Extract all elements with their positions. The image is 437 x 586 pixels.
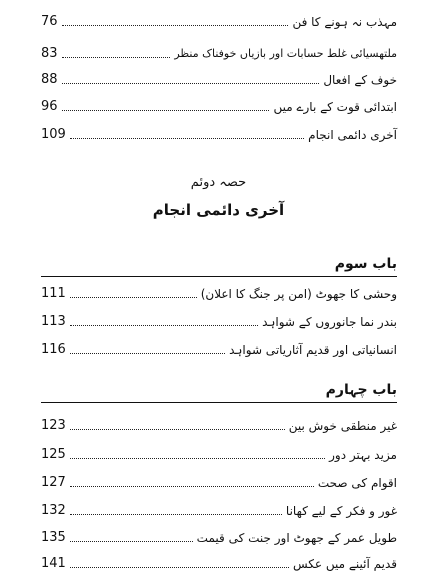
toc-entry[interactable]: [41, 469, 397, 491]
toc-entry[interactable]: [41, 66, 397, 88]
toc-page-number: 88: [41, 72, 58, 87]
chapter-four-rule: [41, 402, 397, 403]
toc-page-number: 83: [41, 46, 58, 61]
toc-dot-leader: [70, 458, 325, 459]
toc-page-number: 76: [41, 14, 58, 29]
chapter-three-heading: باب سوم: [334, 256, 397, 272]
toc-entry-title: غور و فکر کے لیے کھانا: [285, 504, 397, 518]
toc-entry[interactable]: [41, 280, 397, 302]
toc-dot-leader: [70, 541, 193, 542]
toc-entry-title: مہذب نہ ہونے کا فن: [292, 15, 397, 29]
toc-page-number: 135: [41, 530, 66, 545]
toc-entry[interactable]: [41, 121, 397, 143]
toc-dot-leader: [62, 57, 171, 58]
toc-dot-leader: [70, 297, 197, 298]
toc-entry[interactable]: [41, 441, 397, 463]
part-two-title: آخری دائمی انجام: [152, 201, 285, 219]
toc-page-number: 141: [41, 556, 66, 571]
toc-page-number: 116: [41, 342, 66, 357]
toc-entry-title: بندر نما جانوروں کے شواہد: [262, 315, 397, 329]
toc-entry[interactable]: [41, 40, 397, 62]
toc-entry-title: اقوام کی صحت: [317, 476, 397, 490]
toc-page-number: 96: [41, 99, 58, 114]
toc-dot-leader: [70, 514, 282, 515]
toc-entry-title: طویل عمر کے جھوٹ اور جنت کی قیمت: [196, 531, 397, 545]
toc-dot-leader: [62, 83, 320, 84]
toc-dot-leader: [62, 25, 289, 26]
chapter-four-heading: باب چہارم: [325, 382, 397, 398]
toc-page-number: 111: [41, 286, 66, 301]
toc-entry[interactable]: [41, 93, 397, 115]
toc-entry-title: خوف کے افعال: [323, 73, 397, 87]
toc-page-number: 113: [41, 314, 66, 329]
toc-entry[interactable]: [41, 412, 397, 434]
toc-entry[interactable]: [41, 550, 397, 572]
part-two-label: حصہ دوئم: [190, 175, 247, 190]
toc-entry[interactable]: [41, 497, 397, 519]
chapter-three-rule: [41, 276, 397, 277]
toc-dot-leader: [70, 325, 258, 326]
toc-entry-title: وحشی کا جھوٹ (امن پر جنگ کا اعلان): [200, 287, 397, 301]
toc-page-number: 127: [41, 475, 66, 490]
toc-dot-leader: [62, 110, 270, 111]
toc-entry-title: آخری دائمی انجام: [308, 128, 397, 142]
toc-entry[interactable]: [41, 308, 397, 330]
toc-entry-title: قدیم آئینے میں عکس: [292, 557, 397, 571]
toc-page-number: 132: [41, 503, 66, 518]
toc-page-number: 123: [41, 418, 66, 433]
toc-dot-leader: [70, 429, 285, 430]
toc-page-number: 109: [41, 127, 66, 142]
toc-entry-title: ملتھسیائی غلط حسابات اور بازیاں خوفناک منظر: [174, 47, 397, 60]
toc-dot-leader: [70, 138, 304, 139]
toc-entry-title: انسانیاتی اور قدیم آثاریاتی شواہد: [229, 343, 397, 357]
toc-entry-title: مزید بہتر دور: [329, 448, 397, 462]
toc-entry[interactable]: [41, 8, 397, 30]
toc-dot-leader: [70, 486, 314, 487]
toc-entry[interactable]: [41, 336, 397, 358]
toc-dot-leader: [70, 567, 289, 568]
toc-entry-title: غیر منطقی خوش بین: [288, 419, 397, 433]
toc-entry[interactable]: [41, 524, 397, 546]
toc-page-number: 125: [41, 447, 66, 462]
toc-dot-leader: [70, 353, 225, 354]
toc-entry-title: ابتدائی قوت کے بارے میں: [273, 100, 397, 114]
